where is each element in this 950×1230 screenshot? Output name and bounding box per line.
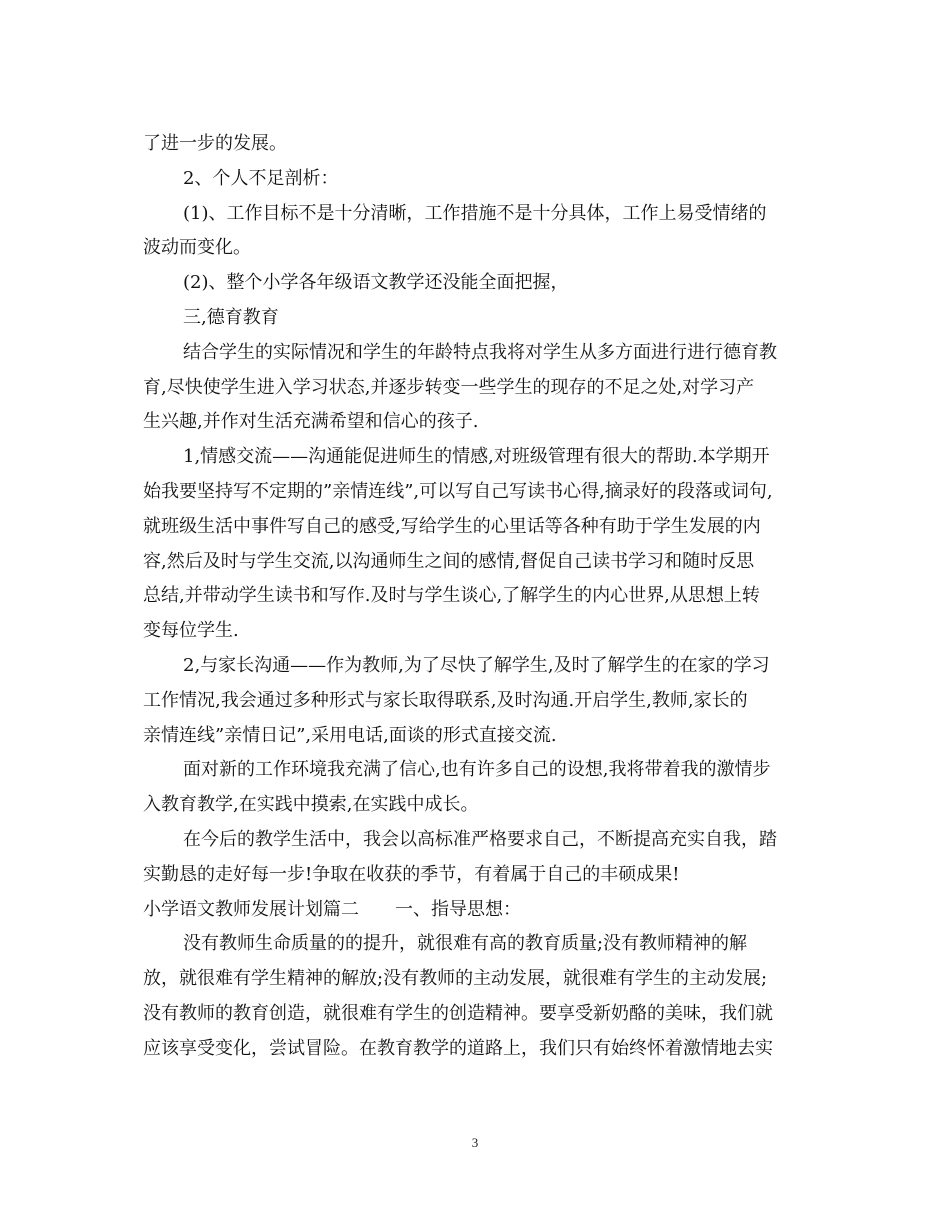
- text-line: 波动而变化。: [143, 237, 251, 259]
- text-line: 始我要坚持写不定期的”亲情连线”,可以写自己写读书心得,摘录好的段落或词句,: [143, 480, 773, 502]
- text-line: 入教育教学,在实践中摸索,在实践中成长。: [143, 794, 479, 816]
- text-line: (1)、工作目标不是十分清晰，工作措施不是十分具体，工作上易受情绪的: [183, 202, 767, 224]
- text-line: 没有教师生命质量的的提升，就很难有高的教育质量;没有教师精神的解: [183, 933, 748, 955]
- text-line: 结合学生的实际情况和学生的年龄特点我将对学生从多方面进行进行德育教: [183, 341, 777, 363]
- text-line: 亲情连线”亲情日记”,采用电话,面谈的形式直接交流.: [143, 724, 557, 746]
- text-line: 2、个人不足剖析：: [183, 167, 339, 189]
- text-line: 三,德育教育: [183, 306, 279, 328]
- text-line: (2)、整个小学各年级语文教学还没能全面把握，: [183, 272, 569, 294]
- text-line: 1,情感交流——沟通能促进师生的情感,对班级管理有很大的帮助.本学期开: [183, 446, 770, 468]
- text-line: 容,然后及时与学生交流,以沟通师生之间的感情,督促自己读书学习和随时反思: [143, 550, 755, 572]
- text-line: 总结,并带动学生读书和写作.及时与学生谈心,了解学生的内心世界,从思想上转: [143, 585, 760, 607]
- page-number: 3: [471, 1135, 479, 1150]
- text-line: 工作情况,我会通过多种形式与家长取得联系,及时沟通.开启学生,教师,家长的: [143, 689, 748, 711]
- text-line: 就班级生活中事件写自己的感受,写给学生的心里话等各种有助于学生发展的内: [143, 515, 761, 537]
- text-line: 应该享受变化，尝试冒险。在教育教学的道路上，我们只有始终怀着激情地去实: [143, 1037, 773, 1059]
- text-line: 变每位学生.: [143, 620, 239, 642]
- document-body: [143, 127, 813, 1067]
- text-line: 在今后的教学生活中，我会以高标准严格要求自己，不断提高充实自我，踏: [183, 828, 777, 850]
- text-line: 育,尽快使学生进入学习状态,并逐步转变一些学生的现存的不足之处,对学习产: [143, 376, 755, 398]
- text-line: 了进一步的发展。: [143, 133, 287, 154]
- text-line: 放，就很难有学生精神的解放;没有教师的主动发展，就很难有学生的主动发展;: [143, 968, 768, 990]
- text-line: 没有教师的教育创造，就很难有学生的创造精神。要享受新奶酪的美味，我们就: [143, 1002, 773, 1024]
- text-line: 生兴趣,并作对生活充满希望和信心的孩子.: [143, 411, 479, 433]
- text-line: 2,与家长沟通——作为教师,为了尽快了解学生,及时了解学生的在家的学习: [183, 654, 770, 676]
- text-line: 实勤恳的走好每一步!争取在收获的季节，有着属于自己的丰硕成果!: [143, 863, 680, 885]
- text-line: 小学语文教师发展计划篇二 一、指导思想：: [143, 898, 521, 920]
- text-line: 面对新的工作环境我充满了信心,也有许多自己的设想,我将带着我的激情步: [183, 759, 771, 781]
